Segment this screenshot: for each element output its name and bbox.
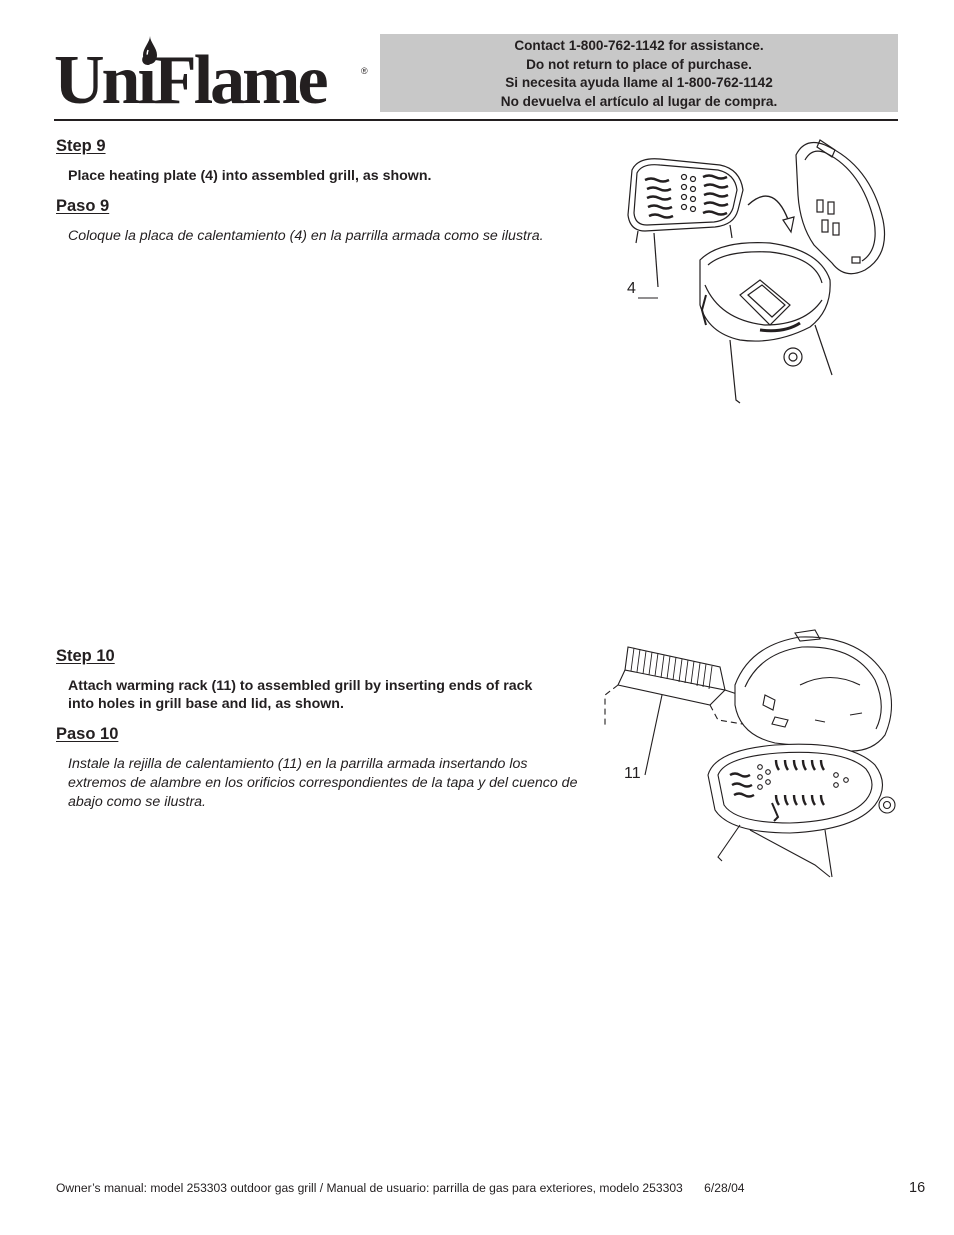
warming-rack-illustration xyxy=(600,625,900,885)
contact-line: No devuelva el artículo al lugar de compra. xyxy=(500,93,778,109)
page-number: 16 xyxy=(909,1180,926,1196)
step-9-heading: Step 9 xyxy=(56,137,106,155)
step-10-text: Attach warming rack (11) to assembled grill by inserting ends of rack into holes in grill base and lid, as shown. xyxy=(68,678,533,712)
callout-leader-4 xyxy=(620,280,660,300)
paso-9-heading: Paso 9 xyxy=(56,197,110,215)
callout-4: 4 xyxy=(627,280,636,297)
contact-line: Contact 1-800-762-1142 for assistance. xyxy=(514,38,764,53)
contact-assistance-box xyxy=(380,34,898,112)
header-divider xyxy=(54,119,898,121)
footer-date: 6/28/04 xyxy=(704,1181,745,1195)
heating-plate-illustration xyxy=(600,135,900,410)
brand-name: UniFlame xyxy=(54,42,326,119)
footer xyxy=(56,1181,745,1195)
step-9-text: Place heating plate (4) into assembled grill, as shown. xyxy=(68,168,432,184)
registered-mark: ® xyxy=(361,66,368,76)
callout-11: 11 xyxy=(624,765,641,782)
paso-9-text: Coloque la placa de calentamiento (4) en la parrilla armada como se ilustra. xyxy=(68,228,544,244)
contact-line: Si necesita ayuda llame al 1-800-762-1142 xyxy=(505,75,773,91)
paso-10-text: Instale la rejilla de calentamiento (11) en la parrilla armada insertando los extremos de alambre en los orificios correspondientes de la tapa y del cuenco de abajo como se ilustra. xyxy=(68,756,578,810)
contact-line: Do not return to place of purchase. xyxy=(526,56,752,72)
paso-10-heading: Paso 10 xyxy=(56,725,119,743)
footer-manual-title: Owner’s manual: model 253303 outdoor gas grill / Manual de usuario: parrilla de gas para exteriores, modelo 253303 xyxy=(56,1181,683,1195)
step-10-heading: Step 10 xyxy=(56,647,115,665)
brand-logo xyxy=(54,34,374,119)
